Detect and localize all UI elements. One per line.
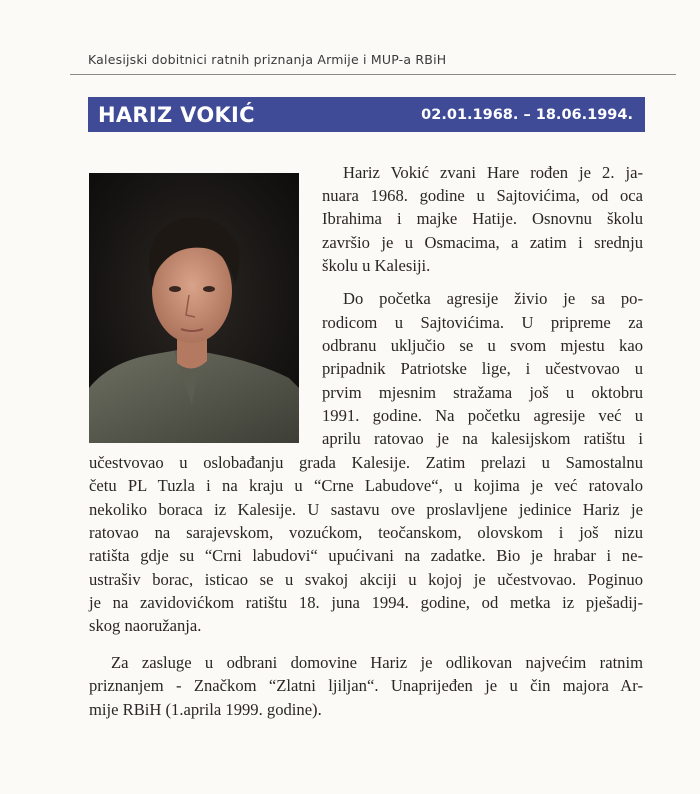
life-dates: 02.01.1968. – 18.06.1994.	[421, 106, 633, 123]
person-name: HARIZ VOKIĆ	[98, 102, 255, 127]
article-line: aprilu ratovao je na kalesijskom ratištu i	[322, 429, 643, 448]
article-line: mije RBiH (1.aprila 1999. godine).	[89, 700, 322, 719]
article-line: ustrašiv borac, isticao se u svakoj akciji u kojoj je učestvovao. Poginuo	[89, 570, 643, 589]
article-line: nekoliko boraca iz Kalesije. U sastavu ove proslavljene jedinice Hariz je	[89, 500, 643, 519]
article-line: rodicom u Sajtovićima. U pripreme za	[322, 313, 643, 332]
article-line: završio je u Osmacima, a zatim i srednju	[322, 233, 643, 252]
article-line: Do početka agresije živio je sa po-	[343, 289, 643, 308]
running-header: Kalesijski dobitnici ratnih priznanja Armije i MUP-a RBiH	[88, 52, 447, 67]
article-line: ratišta gdje su “Crni labudovi“ upućivani na zadatke. Bio je hrabar i ne-	[89, 546, 643, 565]
article-line: 1991. godine. Na početku agresije već u	[322, 406, 643, 425]
article-line: četu PL Tuzla i na kraju u “Crne Labudove“, u kojima je već ratovalo	[89, 476, 643, 495]
article-line: odbranu uključio se u svom mjestu kao	[322, 336, 643, 355]
article-line: Za zasluge u odbrani domovine Hariz je odlikovan najvećim ratnim	[111, 653, 643, 672]
article-line: ratovao na sarajevskom, vozućkom, teočanskom, olovskom i još nizu	[89, 523, 643, 542]
article-line: pripadnik Patriotske lige, i učestvovao u	[322, 359, 643, 378]
article-line: Hariz Vokić zvani Hare rođen je 2. ja-	[343, 163, 643, 182]
article-line: nuara 1968. godine u Sajtovićima, od oca	[322, 186, 643, 205]
article-line: učestvovao u oslobađanju grada Kalesije. Zatim prelazi u Samostalnu	[89, 453, 643, 472]
article-line: školu u Kalesiji.	[322, 256, 431, 275]
article-line: je na zavidovićkom ratištu 18. juna 1994. godine, od metka iz pješadij-	[89, 593, 643, 612]
article-line: Ibrahima i majke Hatije. Osnovnu školu	[322, 209, 643, 228]
article-line: skog naoružanja.	[89, 616, 202, 635]
article-line: priznanjem - Značkom “Zlatni ljiljan“. Unaprijeđen je u čin majora Ar-	[89, 676, 643, 695]
article-line: prvim mjesnim stražama još u oktobru	[322, 383, 643, 402]
